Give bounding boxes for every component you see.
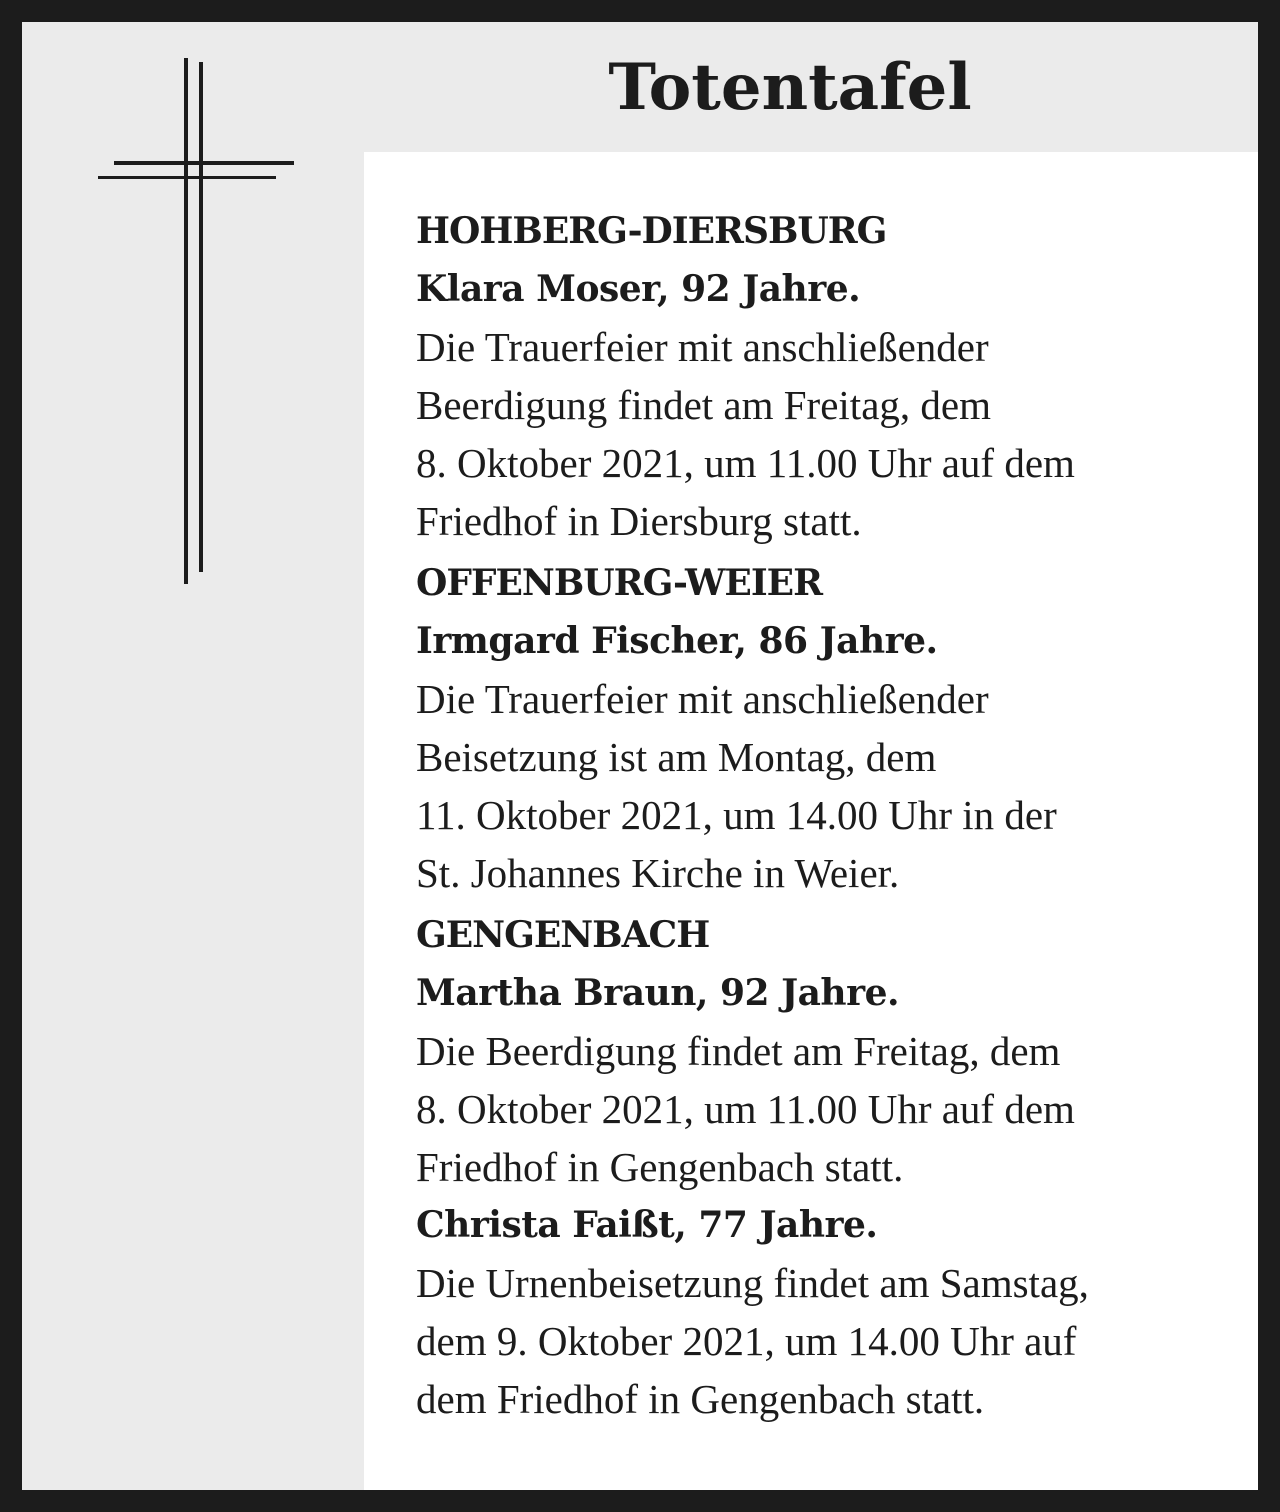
- ceremony-details: Die Urnenbeisetzung findet am Samstag, dem 9. Oktober 2021, um 14.00 Uhr auf dem Friedhof in Gengenbach statt.: [416, 1260, 1089, 1422]
- ceremony-details: Die Trauerfeier mit anschließender Beerdigung findet am Freitag, dem 8. Oktober 2021, um 11.00 Uhr auf dem Friedhof in Diersburg statt.: [416, 324, 1075, 544]
- ceremony-details: Die Trauerfeier mit anschließender Beisetzung ist am Montag, dem 11. Oktober 2021, um 14.00 Uhr in der St. Johannes Kirche in Weier.: [416, 676, 1057, 896]
- place-heading: HOHBERG-DIERSBURG: [416, 210, 887, 252]
- deceased-name: Klara Moser, 92 Jahre.: [416, 268, 861, 310]
- notice-section-offenburg-weier: [416, 554, 1226, 902]
- place-heading: GENGENBACH: [416, 914, 710, 956]
- deceased-name: Martha Braun, 92 Jahre.: [416, 972, 900, 1014]
- place-heading: OFFENBURG-WEIER: [416, 562, 823, 604]
- notices-list: [416, 202, 1226, 1432]
- cross-icon: [96, 58, 296, 586]
- notice-section-gengenbach: [416, 906, 1226, 1428]
- ceremony-details: Die Beerdigung findet am Freitag, dem 8. Oktober 2021, um 11.00 Uhr auf dem Friedhof in Gengenbach statt.: [416, 1028, 1075, 1190]
- deceased-name: Irmgard Fischer, 86 Jahre.: [416, 620, 938, 662]
- notice-section-hohberg-diersburg: [416, 202, 1226, 550]
- deceased-name: Christa Faißt, 77 Jahre.: [416, 1204, 878, 1246]
- page-title: Totentafel: [608, 50, 972, 125]
